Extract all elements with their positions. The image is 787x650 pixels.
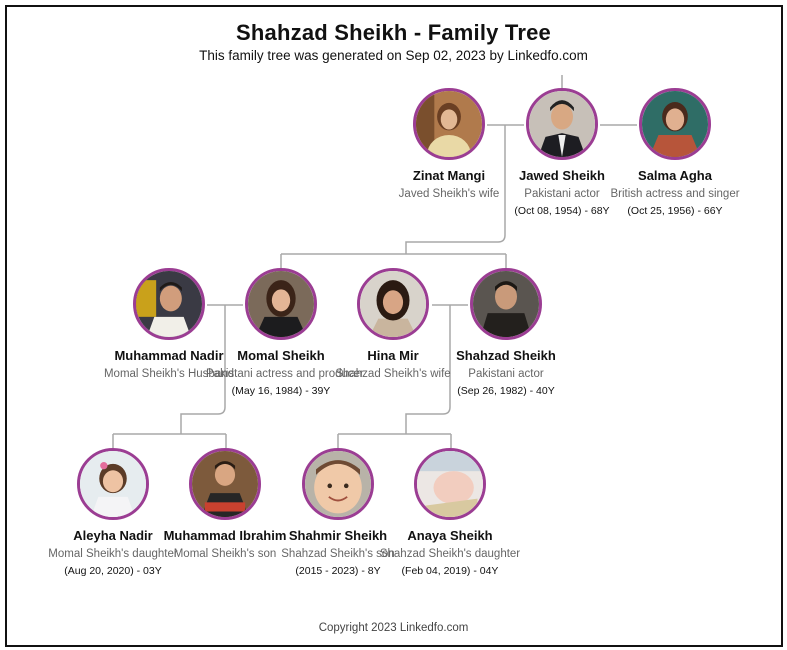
person-dates: (Feb 04, 2019) - 04Y [401, 565, 499, 577]
avatar-photo[interactable] [639, 88, 711, 160]
page-title: Shahzad Sheikh - Family Tree [236, 20, 551, 45]
person-salma-agha[interactable] [600, 88, 750, 217]
person-role: Shahzad Sheikh's wife [335, 368, 451, 380]
avatar-photo[interactable] [470, 268, 542, 340]
person-name: Salma Agha [638, 168, 712, 183]
person-dates: (2015 - 2023) - 8Y [295, 565, 381, 577]
person-name: Zinat Mangi [412, 168, 486, 183]
person-dates: (Aug 20, 2020) - 03Y [64, 565, 162, 577]
page-subtitle: This family tree was generated on Sep 02, 2023 by Linkedfo.com [199, 48, 588, 63]
person-role: Javed Sheikh's wife [398, 188, 500, 200]
person-name: Jawed Sheikh [519, 168, 605, 183]
avatar-photo[interactable] [189, 448, 261, 520]
person-role: Momal Sheikh's son [173, 548, 277, 560]
person-name: Aleyha Nadir [73, 528, 153, 543]
avatar-photo[interactable] [302, 448, 374, 520]
person-role: Pakistani actor [468, 368, 544, 380]
person-role: Momal Sheikh's daughter [48, 548, 178, 560]
person-dates: (Oct 08, 1954) - 68Y [514, 205, 610, 217]
avatar-photo[interactable] [526, 88, 598, 160]
person-role: British actress and singer [610, 188, 740, 200]
person-shahzad-sheikh[interactable] [431, 268, 581, 397]
person-dates: (Oct 25, 1956) - 66Y [627, 205, 723, 217]
person-role: Momal Sheikh's Husband [103, 368, 235, 380]
person-anaya-sheikh[interactable] [375, 448, 525, 577]
person-name: Anaya Sheikh [407, 528, 493, 543]
person-role: Pakistani actress and producer [206, 368, 364, 380]
person-dates: (May 16, 1984) - 39Y [231, 385, 331, 397]
person-role: Shahzad Sheikh's son [281, 548, 395, 560]
avatar-photo[interactable] [413, 88, 485, 160]
person-name: Momal Sheikh [237, 348, 325, 363]
person-role: Shahzad Sheikh's daughter [379, 548, 521, 560]
person-dates: (Sep 26, 1982) - 40Y [457, 385, 555, 397]
avatar-photo[interactable] [133, 268, 205, 340]
person-name: Hina Mir [367, 348, 419, 363]
copyright-footer: Copyright 2023 Linkedfo.com [318, 622, 469, 634]
avatar-photo[interactable] [414, 448, 486, 520]
person-name: Shahzad Sheikh [456, 348, 556, 363]
avatar-photo[interactable] [77, 448, 149, 520]
avatar-photo[interactable] [245, 268, 317, 340]
person-name: Muhammad Nadir [114, 348, 224, 363]
person-role: Pakistani actor [524, 188, 600, 200]
person-name: Muhammad Ibrahim [163, 528, 287, 543]
avatar-photo[interactable] [357, 268, 429, 340]
person-name: Shahmir Sheikh [288, 528, 388, 543]
